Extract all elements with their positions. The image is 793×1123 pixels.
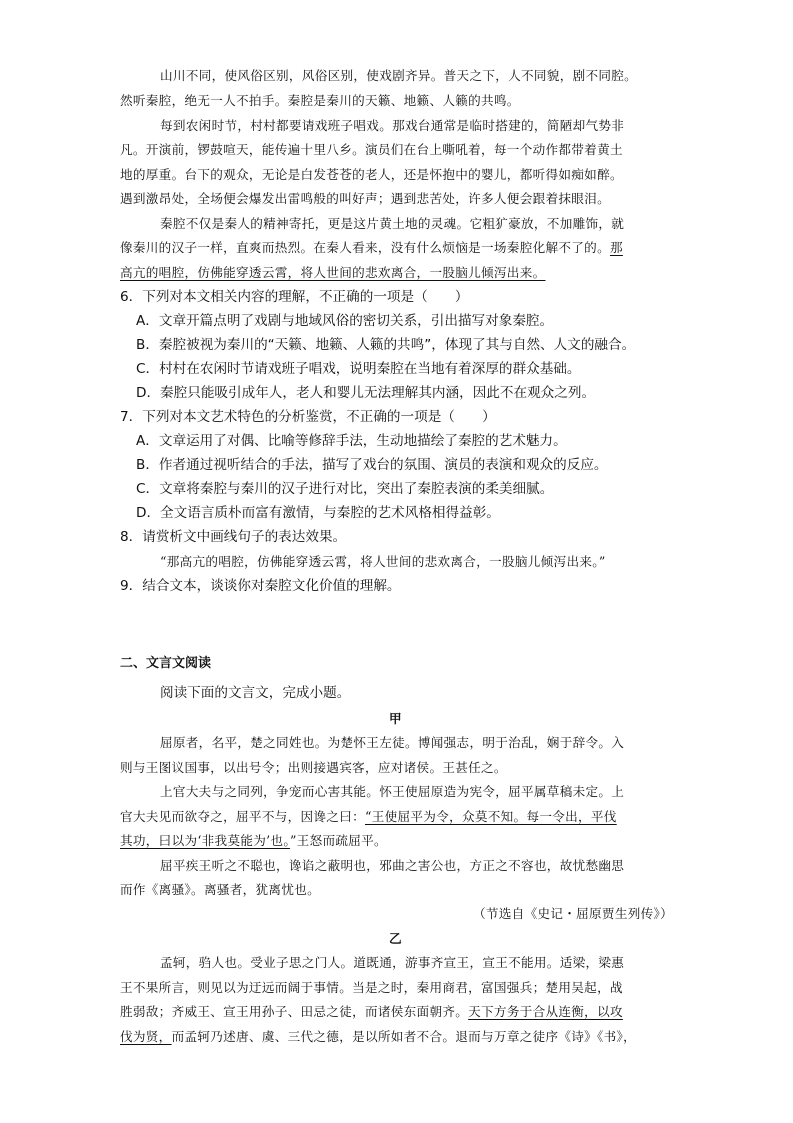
yi-p1-line2: 王不果所言，则见以为迂远而阔于事情。当是之时，秦用商君，富国强兵；楚用吴起，战	[120, 980, 623, 995]
passage-p2-line4: 遇到激昂处，全场便会爆发出雷鸣般的叫好声；遇到悲苦处，许多人便会跟着抹眼泪。	[120, 191, 610, 206]
section-title: 二、文言文阅读	[120, 656, 212, 671]
jia-p1-line2: 则与王图议国事，以出号令；出则接遇宾客，应对诸侯。王甚任之。	[120, 760, 507, 775]
yi-underlined-start: 天下方务于合从连衡，以攻	[468, 1004, 623, 1019]
question-9: 9．结合文本，谈谈你对秦腔文化价值的理解。	[120, 578, 401, 594]
passage-p2-line3: 地的厚重。台下的观众，无论是白发苍苍的老人，还是怀抱中的婴儿，都听得如痴如醉。	[120, 167, 623, 182]
passage-jia-label: 甲	[389, 711, 402, 726]
passage-yi-label: 乙	[389, 931, 402, 946]
yi-underlined-end: 伐为贤，	[120, 1029, 172, 1044]
jia-p2-line2-text: 官大夫见而欲夺之，屈平不与，因谗之曰：	[120, 809, 365, 824]
underlined-sentence: 高亢的唱腔，仿佛能穿透云霄，将人世间的悲欢离合，一股脑儿倾泻出来。	[120, 265, 546, 280]
passage-p3-line2-text: 像秦川的汉子一样，直爽而热烈。在秦人看来，没有什么烦恼是一场秦腔化解不了的。	[120, 240, 610, 255]
passage-p3-line2	[120, 240, 623, 255]
question-7-option-a: A．文章运用了对偶、比喻等修辞手法，生动地描绘了秦腔的艺术魅力。	[136, 433, 567, 449]
yi-p1-line4	[120, 1029, 636, 1044]
question-6-option-b: B．秦腔被视为秦川的“天籁、地籁、人籁的共鸣”，体现了其与自然、人文的融合。	[136, 337, 636, 353]
yi-p1-line3	[120, 1004, 623, 1019]
question-7: 7．下列对本文艺术特色的分析鉴赏，不正确的一项是（ ）	[120, 409, 496, 425]
yi-p1-line3-text: 胜弱敌；齐威王、宣王用孙子、田忌之徒，而诸侯东面朝齐。	[120, 1004, 469, 1019]
question-7-option-d: D．全文语言质朴而富有激情，与秦腔的艺术风格相得益彰。	[136, 505, 500, 521]
jia-underlined-end: 其功，曰以为‘非我莫能为’也。	[120, 833, 290, 848]
question-7-option-c: C．文章将秦腔与秦川的汉子进行对比，突出了秦腔表演的柔美细腻。	[136, 481, 554, 497]
question-6: 6．下列对本文相关内容的理解，不正确的一项是（ ）	[120, 289, 469, 305]
jia-p3-line1: 屈平疾王听之不聪也，谗谄之蔽明也，邪曲之害公也，方正之不容也，故忧愁幽思	[160, 858, 625, 873]
question-6-option-c: C．村村在农闲时节请戏班子唱戏，说明秦腔在当地有着深厚的群众基础。	[136, 361, 581, 377]
section-instruction: 阅读下面的文言文，完成小题。	[160, 685, 351, 701]
yi-p1-line1: 孟轲，驺人也。受业子思之门人。道既通，游事齐宣王，宣王不能用。适梁，梁惠	[160, 955, 625, 970]
passage-p2-line1: 每到农闲时节，村村都要请戏班子唱戏。那戏台通常是临时搭建的，简陋却气势非	[160, 118, 625, 133]
underlined-sentence-start: 那	[609, 240, 623, 255]
question-7-option-b: B．作者通过视听结合的手法，描写了戏台的氛围、演员的表演和观众的反应。	[136, 457, 608, 473]
question-8: 8．请赏析文中画线句子的表达效果。	[120, 529, 347, 545]
passage-p1-line1: 山川不同，使风俗区别，风俗区别，使戏剧齐异。普天之下，人不同貌，剧不同腔。	[160, 68, 638, 83]
yi-p1-line4-text: 而孟轲乃述唐、虞、三代之德，是以所如者不合。退而与万章之徒序《诗》《书》，	[171, 1029, 637, 1044]
jia-p3-line2: 而作《离骚》。离骚者，犹离忧也。	[120, 882, 320, 897]
jia-underlined-start: “王使屈平为令，众莫不知。每一令出，平伐	[364, 809, 617, 824]
jia-p2-line3	[120, 833, 387, 848]
passage-p1-line2: 然听秦腔，绝无一人不拍手。秦腔是秦川的天籁、地籁、人籁的共鸣。	[120, 93, 520, 108]
question-8-quote: “那高亢的唱腔，仿佛能穿透云霄，将人世间的悲欢离合，一股脑儿倾泻出来。”	[160, 554, 606, 569]
passage-p3-line1: 秦腔不仅是秦人的精神寄托，更是这片黄土地的灵魂。它粗犷豪放，不加雕饰，就	[160, 216, 625, 231]
jia-p2-line1: 上官大夫与之同列，争宠而心害其能。怀王使屈原造为宪令，屈平属草稿未定。上	[160, 784, 625, 799]
jia-p2-line2	[120, 809, 617, 824]
question-6-option-d: D．秦腔只能吸引成年人，老人和婴儿无法理解其内涵，因此不在观众之列。	[136, 385, 596, 401]
question-6-option-a: A．文章开篇点明了戏剧与地域风俗的密切关系，引出描写对象秦腔。	[136, 313, 554, 329]
passage-p2-line2: 凡。开演前，锣鼓喧天，能传遍十里八乡。演员们在台上嘶吼着，每一个动作都带着黄土	[120, 142, 623, 157]
jia-source: （节选自《史记・屈原贾生列传》）	[473, 906, 673, 921]
jia-p1-line1: 屈原者，名平，楚之同姓也。为楚怀王左徒。博闻强志，明于治乱，娴于辞令。入	[160, 735, 625, 750]
jia-p2-line3-text: ”王怒而疏屈平。	[289, 833, 387, 848]
